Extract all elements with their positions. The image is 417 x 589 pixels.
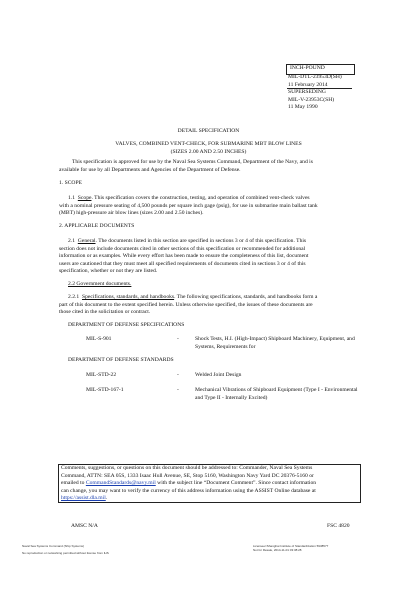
comments-line5	[61, 495, 107, 502]
amsc-label: AMSC N/A	[71, 523, 98, 529]
scope-paragraph	[68, 195, 310, 202]
scope-num: 1.1	[68, 195, 75, 201]
comments-line3	[61, 480, 316, 487]
comments-line4: can change, you may want to verify the currency of this address information using the ASSIST Online database at	[61, 487, 316, 494]
scope-line2: with a nominal pressure seating of 4,500 pounds per square inch gage (psig), for use in submarine main ballast tank	[59, 202, 318, 209]
reference-title-cont: Systems, Requirements for	[195, 343, 256, 350]
superseding-divider	[287, 88, 352, 89]
general-line1: . The documents listed in this section are specified in sections 3 or 4 of this specification. This	[95, 238, 307, 244]
superseded-id: MIL-V-23953C(SH)	[288, 96, 335, 103]
spec-title: VALVES, COMBINED VENT-CHECK, FOR SUBMARINE MBT BLOW LINES	[115, 141, 302, 147]
specs-line2: part of this document to the extent specified herein. Unless otherwise specified, the issues of these documents are	[59, 301, 313, 308]
comments-line2: Command, ATTN: SEA 05S, 1333 Isaac Hull Avenue, SE, Stop 5160, Washington Navy Yard DC 20376-5160 or	[61, 472, 314, 479]
comments-line3-end: with the subject line “Document Comment”. Since contact information	[155, 480, 317, 486]
general-line5: specification, whether or not they are listed.	[59, 268, 158, 274]
document-id: MIL-DTL-23953D(SH)	[288, 74, 342, 80]
reference-dash: -	[177, 372, 179, 378]
spec-title-sizes: (SIZES 2.00 AND 2.50 INCHES)	[170, 148, 247, 155]
specs-line1: . The following specifications, standards, and handbooks form a	[174, 294, 318, 300]
approval-text: This specification is approved for use by the Naval Sea Systems Command, Department of the Navy, and is	[72, 159, 313, 165]
superseding-label: SUPERSEDING	[288, 89, 326, 95]
reference-id: MIL-STD-22	[86, 372, 117, 378]
reference-title-cont: and Type II - Internally Excited)	[195, 394, 268, 401]
comments-line3-start: emailed to	[61, 480, 86, 486]
specs-term: Specifications, standards, and handbooks	[81, 294, 175, 300]
reference-title: Welded Joint Design	[195, 372, 242, 378]
approval-text-cont: available for use by all Departments and Agencies of the Department of Defense.	[59, 166, 241, 173]
specs-paragraph	[68, 294, 317, 301]
section-1-heading: 1. SCOPE	[59, 180, 83, 186]
government-documents-heading: 2.2 Government documents.	[68, 281, 132, 287]
resale-notice: Not for Resale, 2014-11-01 03:38:28	[253, 548, 302, 552]
section-2-heading: 2. APPLICABLE DOCUMENTS	[59, 223, 135, 229]
reproduction-notice: No reproduction or networking permitted without license from IHS	[22, 551, 109, 555]
specs-line3: those cited in the solicitation or contract.	[59, 309, 151, 315]
assist-online-link[interactable]: https://assist.dla.mil	[61, 495, 106, 501]
comments-url-period: .	[105, 495, 108, 501]
scope-term: Scope	[77, 195, 92, 201]
specs-num: 2.2.1	[68, 294, 80, 300]
spec-type-heading: DETAIL SPECIFICATION	[177, 128, 240, 134]
units-label: INCH-POUND	[290, 65, 325, 71]
general-num: 2.1	[68, 238, 75, 244]
licensee-line: Licensee=Shanghai Institute of Standardization 5938577	[253, 544, 329, 548]
comments-line1: Comments, suggestions, or questions on this document should be addressed to: Commander, Naval Sea Systems	[61, 465, 313, 471]
reference-dash: -	[177, 387, 179, 393]
general-paragraph	[68, 238, 306, 245]
reference-title: Shock Tests, H.I. (High-Impact) Shipboard Machinery, Equipment, and	[195, 336, 355, 342]
dod-specifications-heading: DEPARTMENT OF DEFENSE SPECIFICATIONS	[68, 322, 185, 328]
scope-line3: (MBT) high-pressure air blow lines (sizes 2.00 and 2.50 inches).	[59, 210, 204, 216]
reference-id: MIL-STD-167-1	[86, 387, 124, 393]
document-date: 11 February 2014	[288, 81, 328, 88]
general-line2: section does not include documents cited in other sections of this specification or recommended for additional	[59, 245, 306, 252]
command-standards-email-link[interactable]: CommandStandards@navy.mil	[85, 480, 156, 486]
general-line3: information or as examples. While every effort has been made to ensure the completeness of this list, document	[59, 253, 309, 259]
general-line4: users are cautioned that they must meet all specified requirements of documents cited in sections 3 or 4 of this	[59, 260, 306, 267]
reference-id: MIL-S-901	[86, 336, 112, 342]
dod-standards-heading: DEPARTMENT OF DEFENSE STANDARDS	[68, 357, 174, 363]
fsc-label: FSC 4820	[327, 523, 350, 529]
reference-title: Mechanical Vibrations of Shipboard Equipment (Type I - Environmental	[195, 387, 358, 393]
scope-line1: . This specification covers the construction, testing, and operation of combined vent-check valves	[91, 195, 310, 201]
copyright-holder: Naval Sea Systems Command (Ship Systems)	[22, 544, 85, 548]
general-term: General	[77, 238, 96, 244]
superseded-date: 11 May 1990	[288, 104, 318, 110]
reference-dash: -	[177, 336, 179, 342]
